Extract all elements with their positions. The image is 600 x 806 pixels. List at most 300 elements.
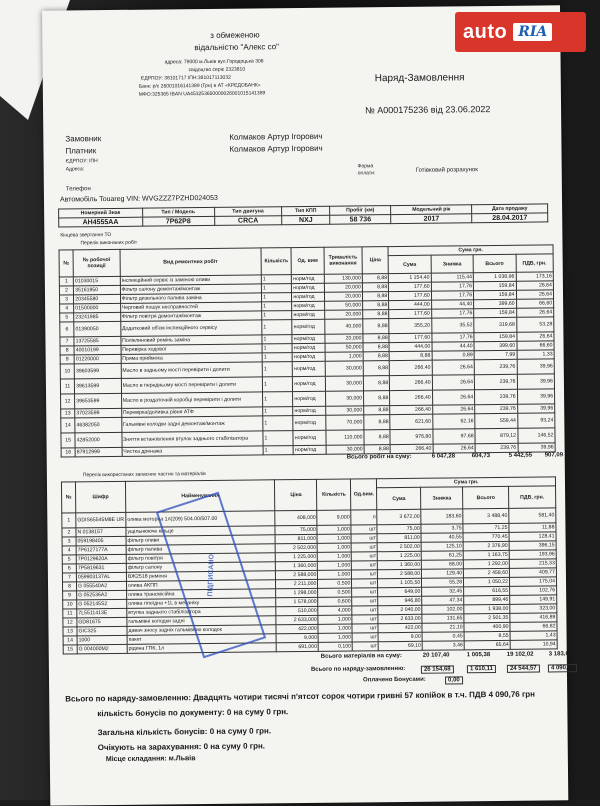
parts-total-vat: 3 183,67: [548, 651, 573, 658]
parts-cell: 2 502,00: [377, 542, 421, 551]
parts-cell: 9,00: [378, 632, 422, 641]
works-cell: 15: [61, 433, 75, 448]
works-cell: 8,88: [363, 310, 389, 319]
parts-cell: GDIS65545M8E UR: [76, 512, 126, 528]
works-cell: 8,88: [364, 406, 390, 415]
parts-cell: ВЖ2518 ременя: [126, 571, 276, 582]
col-sum: Сума грн.: [377, 477, 556, 488]
parts-total-label: Всього матеріалів на суму:: [320, 652, 402, 660]
works-cell: 20,000: [324, 283, 362, 292]
parts-cell: 47,34: [422, 596, 464, 605]
parts-cell: 3 672,00: [377, 509, 421, 524]
parts-cell: 7P5819631: [76, 563, 126, 573]
works-cell: 20,000: [325, 334, 363, 343]
summary-bonus-total: Загальна кількість бонусів: 0 на суму 0 грн.: [97, 726, 272, 738]
parts-cell: 131,65: [422, 614, 464, 623]
works-cell: 621,60: [390, 414, 433, 429]
payer-name: Колмаков Артур Ігорович: [229, 143, 323, 154]
parts-cell: 0,45: [422, 632, 464, 641]
parts-cell: 125,10: [421, 542, 463, 551]
works-cell: 20,000: [324, 310, 362, 319]
parts-cell: 400,90: [464, 622, 510, 631]
bonus-paid-value: 0,00: [445, 676, 463, 684]
works-cell: 0,89: [432, 351, 475, 360]
works-cell: 42852000: [75, 432, 122, 447]
works-cell: 12: [61, 394, 75, 409]
parts-cell: 193,96: [509, 550, 556, 559]
col-amount: Сума: [377, 487, 421, 509]
payer-label: Платник: [65, 146, 97, 156]
col-name: Вид ремонтних робіт: [120, 248, 262, 276]
company-name-line1: з обмеженою: [210, 30, 260, 40]
works-cell: 1: [263, 407, 293, 416]
parts-cell: 1 050,22: [464, 577, 510, 586]
col-code: Шифр: [75, 481, 125, 513]
works-cell: Перевірка/доливка рівня АТФ: [121, 407, 263, 417]
parts-cell: 0,500: [318, 579, 352, 588]
car-value: 58 736: [330, 215, 391, 225]
document-title: Наряд-Замовлення: [374, 72, 465, 85]
works-cell: 8: [60, 346, 74, 355]
works-cell: 13725585: [74, 336, 121, 345]
parts-cell: 2: [62, 528, 76, 537]
works-total-discount: 604,73: [471, 453, 491, 460]
works-cell: Пряма приймока: [121, 353, 263, 363]
parts-cell: 4,000: [318, 606, 352, 615]
works-cell: норм/год: [292, 352, 324, 361]
col-total: Всього: [473, 254, 516, 272]
works-cell: 1: [262, 302, 292, 311]
col-unit: Од.вим.: [351, 479, 377, 510]
parts-cell: гальмівні колодки задні: [127, 616, 277, 627]
works-total-sum: 6 047,28: [431, 453, 456, 460]
parts-cell: 66,82: [510, 622, 557, 631]
works-cell: 93,24: [517, 413, 555, 428]
parts-cell: 175,04: [510, 577, 557, 586]
works-cell: 1: [261, 284, 291, 293]
works-cell: Масло в передньому мості перевірити і долити: [121, 377, 263, 393]
works-cell: Поліклиновий ремінь заміна: [121, 335, 263, 345]
works-cell: 266,40: [390, 375, 433, 390]
car-header: Тип КПП: [282, 206, 330, 216]
document-number: № А000175236 від 23.06.2022: [365, 104, 491, 116]
works-cell: 399,60: [474, 299, 517, 308]
order-total-discount: 1 610,11: [467, 665, 496, 673]
works-cell: норм/год: [293, 406, 325, 415]
parts-cell: 899,46: [464, 595, 510, 604]
works-cell: норм/год: [292, 283, 324, 292]
parts-cell: G 052536A2: [77, 590, 127, 600]
parts-cell: G 004000M2: [77, 644, 127, 654]
address-label: Адреса:: [65, 166, 85, 173]
parts-cell: 12: [63, 618, 77, 627]
edrpou-label: ЄДРПОУ: ІПН: [65, 158, 98, 165]
parts-cell: 68,00: [422, 560, 464, 569]
col-unit: Од. вим: [291, 247, 324, 274]
parts-cell: 2 502,000: [276, 543, 318, 552]
works-cell: 26,64: [516, 308, 554, 317]
works-cell: 110,000: [326, 430, 365, 445]
parts-cell: 3,75: [421, 524, 463, 533]
col-sum: Сума грн.: [388, 245, 553, 256]
parts-cell: 1 360,00: [378, 560, 422, 569]
car-value: АН4555АА: [59, 217, 143, 227]
parts-cell: 1,000: [318, 624, 352, 633]
parts-cell: 32,45: [422, 587, 464, 596]
works-cell: 266,40: [390, 405, 433, 414]
parts-cell: втулка заднього стабілізатора: [127, 607, 277, 618]
col-total: Всього: [463, 486, 509, 508]
works-cell: 17,76: [432, 333, 475, 342]
works-cell: 177,60: [389, 309, 432, 318]
payment-method: Готівковий розрахунок: [415, 167, 478, 174]
parts-cell: G 052145S2: [77, 599, 127, 609]
works-cell: 8,88: [363, 352, 389, 361]
parts-cell: 323,00: [510, 604, 557, 613]
works-cell: 20,000: [324, 292, 362, 301]
works-cell: 30,000: [325, 406, 363, 415]
works-cell: 1 154,40: [389, 273, 432, 282]
works-cell: 1: [262, 293, 292, 302]
works-cell: 1: [262, 344, 292, 353]
parts-cell: 1,43: [510, 631, 557, 640]
works-cell: 39613599: [75, 378, 122, 393]
parts-cell: 10,94: [510, 640, 557, 649]
works-cell: 62,16: [432, 414, 475, 429]
works-cell: 8,88: [363, 334, 389, 343]
works-cell: 35,52: [431, 318, 474, 333]
works-cell: 70,000: [325, 415, 364, 430]
parts-cell: 65,64: [464, 640, 510, 649]
works-cell: Чистка дренажа: [122, 446, 264, 456]
works-cell: 8,88: [362, 274, 388, 283]
works-cell: Перевірка ходової: [121, 344, 263, 354]
parts-cell: 9: [63, 591, 77, 600]
works-cell: 3: [59, 295, 73, 304]
col-discount: Знижка: [431, 255, 474, 273]
parts-total-sum: 20 107,40: [422, 652, 450, 659]
parts-cell: 059903137AL: [76, 572, 126, 582]
company-address: адреса: 79000 м.Львів вул.Городоцька 306: [164, 58, 264, 66]
works-cell: 01390050: [74, 321, 121, 336]
works-cell: Зняття встановлення втулок заднього стабілізатора: [122, 431, 264, 447]
parts-cell: 396,15: [509, 541, 556, 550]
parts-cell: 75,000: [275, 525, 317, 534]
works-cell: 1: [262, 335, 292, 344]
work-order-document: [42, 5, 575, 805]
col-vat: ПДВ, грн.: [516, 254, 554, 272]
parts-cell: 1 105,50: [378, 578, 422, 587]
parts-cell: шт: [352, 570, 378, 579]
parts-cell: олива АКПП: [126, 580, 276, 591]
parts-cell: 1 938,00: [464, 604, 510, 613]
works-cell: 173,16: [516, 272, 554, 281]
car-line: Автомобіль Touareg VIN: WVGZZZ7PZHD024053: [59, 194, 218, 204]
works-cell: 266,40: [389, 360, 432, 375]
parts-cell: 4: [62, 546, 76, 555]
parts-cell: 3 488,40: [463, 508, 509, 523]
works-cell: 1: [263, 416, 293, 431]
parts-cell: 1 292,00: [463, 559, 509, 568]
works-cell: Додатковий об'єм інспекційного сервісу: [120, 320, 262, 336]
works-cell: 8,88: [362, 283, 388, 292]
parts-cell: 7P6127177A: [76, 545, 126, 555]
parts-cell: 416,89: [510, 613, 557, 622]
parts-cell: 8: [62, 582, 76, 591]
parts-cell: 2 633,000: [276, 615, 318, 624]
works-cell: 39603599: [74, 363, 121, 378]
works-cell: норм/год: [293, 430, 325, 445]
parts-cell: 1: [62, 513, 76, 528]
parts-cell: 0,500: [318, 588, 352, 597]
summary-bonus-used: кількість бонусів по документу: 0 на суму 0 грн.: [97, 707, 289, 719]
parts-cell: давач зносу задніх гальмівних колодок: [127, 625, 277, 636]
col-n: №: [59, 250, 73, 277]
parts-cell: 7L5511413E: [77, 608, 127, 618]
works-cell: 239,76: [475, 389, 518, 404]
works-cell: 976,80: [390, 429, 433, 444]
works-cell: 39,96: [517, 389, 555, 404]
parts-cell: 1 298,000: [276, 588, 318, 597]
works-cell: 239,76: [474, 359, 517, 374]
works-cell: 1: [59, 277, 73, 286]
works-cell: 26,64: [433, 444, 476, 453]
works-cell: 8,88: [363, 343, 389, 352]
car-header: Модельний рік: [391, 205, 472, 215]
company-name-line2: відальністю "Алекс со": [194, 42, 279, 53]
parts-cell: 1 578,000: [276, 597, 318, 606]
works-cell: 8,88: [364, 415, 390, 430]
works-cell: 8,88: [364, 445, 390, 454]
parts-cell: пакет: [127, 634, 277, 645]
parts-cell: 1,000: [318, 615, 352, 624]
parts-table: [61, 476, 558, 654]
works-cell: 130,000: [324, 274, 362, 283]
parts-cell: 811,00: [377, 533, 421, 542]
works-cell: 13: [61, 409, 75, 418]
col-name: Найменування: [125, 480, 275, 513]
works-cell: 6: [60, 322, 74, 337]
works-cell: 50,000: [324, 301, 362, 310]
service-deadline: Кінцева звертання ТО: [60, 232, 112, 239]
parts-cell: л: [351, 510, 377, 525]
car-header: Тип / Модель: [142, 207, 214, 217]
parts-cell: 10: [63, 600, 77, 609]
works-cell: 355,20: [389, 318, 432, 333]
works-cell: 7,99: [474, 350, 517, 359]
works-cell: норм/год: [292, 310, 324, 319]
order-total-all: 24 544,57: [507, 665, 540, 673]
works-cell: Фільтр салону демонтаж/монтаж: [120, 284, 262, 294]
works-cell: 5: [60, 313, 74, 322]
works-cell: 46382050: [75, 417, 122, 432]
parts-cell: 2 211,000: [276, 579, 318, 588]
works-cell: 44,40: [431, 300, 474, 309]
works-cell: 26,64: [516, 332, 554, 341]
works-cell: 1,000: [325, 352, 363, 361]
works-cell: 01030015: [73, 276, 120, 285]
works-cell: 319,68: [474, 317, 517, 332]
works-cell: 26,64: [516, 290, 554, 299]
parts-cell: G 055540A2: [76, 581, 126, 591]
parts-cell: 2 588,000: [276, 570, 318, 579]
works-cell: 14: [61, 418, 75, 433]
parts-cell: 409,77: [509, 568, 556, 577]
works-cell: 11: [60, 379, 74, 394]
works-cell: 8,88: [363, 319, 389, 334]
works-cell: 1: [262, 311, 292, 320]
works-cell: 97,68: [433, 429, 476, 444]
summary-place: Місце складання: м.Львів: [105, 755, 196, 764]
works-cell: 1,33: [517, 350, 555, 359]
parts-cell: 0,600: [318, 597, 352, 606]
works-cell: 8,88: [364, 391, 390, 406]
col-price: Ціна: [275, 479, 317, 510]
summary-words: Всього по наряду-замовленню: Двадцять чотири тисячі п'ятсот сорок чотири гривні 57 копійок в т.ч. ПДВ 4 090,76 грн: [65, 689, 536, 704]
parts-cell: 21,10: [422, 623, 464, 632]
works-cell: 239,76: [475, 404, 518, 413]
parts-cell: 102,76: [510, 586, 557, 595]
parts-cell: 1 360,000: [276, 561, 318, 570]
parts-cell: 0,100: [319, 642, 353, 651]
works-cell: Фільтр повітря демонтаж/монтаж: [120, 311, 262, 321]
parts-cell: шт: [351, 525, 377, 534]
works-cell: 66,60: [516, 299, 554, 308]
works-cell: 177,60: [389, 291, 432, 300]
works-cell: 30,000: [325, 391, 364, 406]
parts-cell: 2 040,00: [378, 605, 422, 614]
parts-cell: шт: [352, 624, 378, 633]
works-cell: 39,96: [517, 404, 555, 413]
order-total-vat: 4 090,76: [548, 664, 577, 672]
parts-cell: олива трансмісійна: [127, 589, 277, 600]
parts-cell: 6: [62, 564, 76, 573]
car-value: CRCA: [214, 216, 282, 226]
works-cell: 159,84: [474, 332, 517, 341]
works-cell: 177,60: [389, 333, 432, 342]
works-cell: норм/год: [292, 292, 324, 301]
parts-cell: 1,000: [318, 570, 352, 579]
works-cell: 30,000: [326, 445, 364, 454]
order-total-label: Всього по наряду-замовленню:: [310, 665, 406, 673]
parts-cell: фільтр оливи: [126, 535, 276, 546]
works-cell: 8,88: [363, 376, 389, 391]
company-iban: МФО:325365 IBAN UA453253650000026001015141389: [138, 90, 266, 98]
works-cell: норм/год: [293, 445, 325, 454]
col-n: №: [61, 482, 75, 513]
parts-cell: 1000: [77, 635, 127, 645]
works-cell: 26,64: [432, 390, 475, 405]
parts-cell: 11: [63, 609, 77, 618]
stamp-text: ПІДПИСАНО: [206, 553, 216, 597]
car-header: Тип двигуна: [214, 207, 282, 217]
car-header: Пробіг (км): [330, 206, 391, 216]
parts-cell: N 0138157: [76, 527, 126, 537]
works-cell: 8,88: [363, 361, 389, 376]
works-cell: 50,000: [325, 343, 363, 352]
works-cell: 39,96: [517, 359, 555, 374]
col-qty: Кількість: [317, 479, 351, 510]
autoria-watermark-logo: [455, 12, 586, 52]
order-total-sum: 26 154,68: [421, 665, 454, 673]
works-cell: 444,00: [389, 300, 432, 309]
works-cell: 159,84: [474, 281, 517, 290]
works-cell: 1: [262, 320, 292, 335]
col-amount: Сума: [388, 255, 431, 273]
works-cell: 26,64: [516, 281, 554, 290]
parts-cell: шт: [351, 543, 377, 552]
parts-cell: 1 225,000: [276, 552, 318, 561]
works-cell: 30,000: [325, 361, 364, 376]
works-cell: норм/год: [292, 334, 324, 343]
works-cell: 87912999: [75, 447, 122, 456]
parts-cell: 2 376,90: [463, 541, 509, 550]
works-cell: 159,84: [474, 308, 517, 317]
parts-total-all: 19 102,02: [506, 651, 534, 658]
works-cell: 8,88: [389, 351, 432, 360]
works-cell: 10: [60, 364, 74, 379]
parts-cell: фільтр палива: [126, 544, 276, 555]
works-cell: 8,88: [364, 430, 390, 445]
parts-cell: 13: [63, 627, 77, 636]
parts-cell: 5: [62, 555, 76, 564]
works-cell: 40,000: [324, 319, 363, 334]
works-cell: норм/год: [293, 376, 325, 391]
parts-cell: шт: [352, 552, 378, 561]
works-cell: 1: [263, 446, 293, 455]
works-cell: 44,40: [432, 342, 475, 351]
works-section-title: Перелік виконаних робіт: [80, 239, 138, 247]
works-cell: 266,40: [390, 390, 433, 405]
parts-cell: 510,000: [276, 606, 318, 615]
works-cell: 239,76: [474, 374, 517, 389]
works-cell: норм/год: [293, 415, 325, 430]
parts-cell: 1,000: [318, 633, 352, 642]
parts-cell: рідина ГПК, 1л: [127, 643, 277, 654]
parts-cell: 9,000: [317, 510, 351, 525]
works-cell: 26,64: [432, 375, 475, 390]
works-cell: 39,96: [518, 443, 556, 452]
parts-cell: 946,80: [378, 596, 422, 605]
works-cell: 30,000: [325, 376, 364, 391]
parts-cell: 422,00: [378, 623, 422, 632]
col-qty: Кількість: [261, 248, 292, 275]
logo-word-ria: RIA: [513, 23, 552, 41]
parts-cell: 1,000: [317, 534, 351, 543]
parts-cell: 183,60: [421, 509, 463, 524]
works-cell: 399,60: [474, 341, 517, 350]
parts-cell: 691,000: [277, 642, 319, 651]
parts-total-discount: 1 005,38: [466, 652, 491, 659]
company-cert: свідоцтво серіє 2323810: [188, 66, 246, 74]
works-cell: Масло в задньому мості перевірити і долити: [121, 362, 263, 378]
parts-cell: 128,41: [509, 532, 556, 541]
bonus-paid-label: Оплачено Бонусами:: [363, 676, 426, 684]
works-cell: 7: [60, 337, 74, 346]
parts-cell: 059198405: [76, 536, 126, 546]
works-cell: Інспекційний сервіс із заміною оливи: [120, 275, 262, 285]
works-cell: 37023599: [75, 408, 122, 417]
car-table: [58, 203, 548, 227]
parts-cell: 11,88: [509, 523, 556, 532]
works-cell: норм/год: [293, 391, 325, 406]
parts-cell: олива моторна 1л(209) 504.00/507.00: [126, 511, 276, 528]
parts-cell: 581,40: [509, 508, 556, 523]
parts-cell: олива гіпоїдна +1L в механіку: [127, 598, 277, 609]
summary-bonus-expected: Очікують на зарахування: 0 на суму 0 грн.: [97, 741, 266, 753]
works-cell: 177,60: [389, 282, 432, 291]
works-cell: 8,88: [362, 292, 388, 301]
